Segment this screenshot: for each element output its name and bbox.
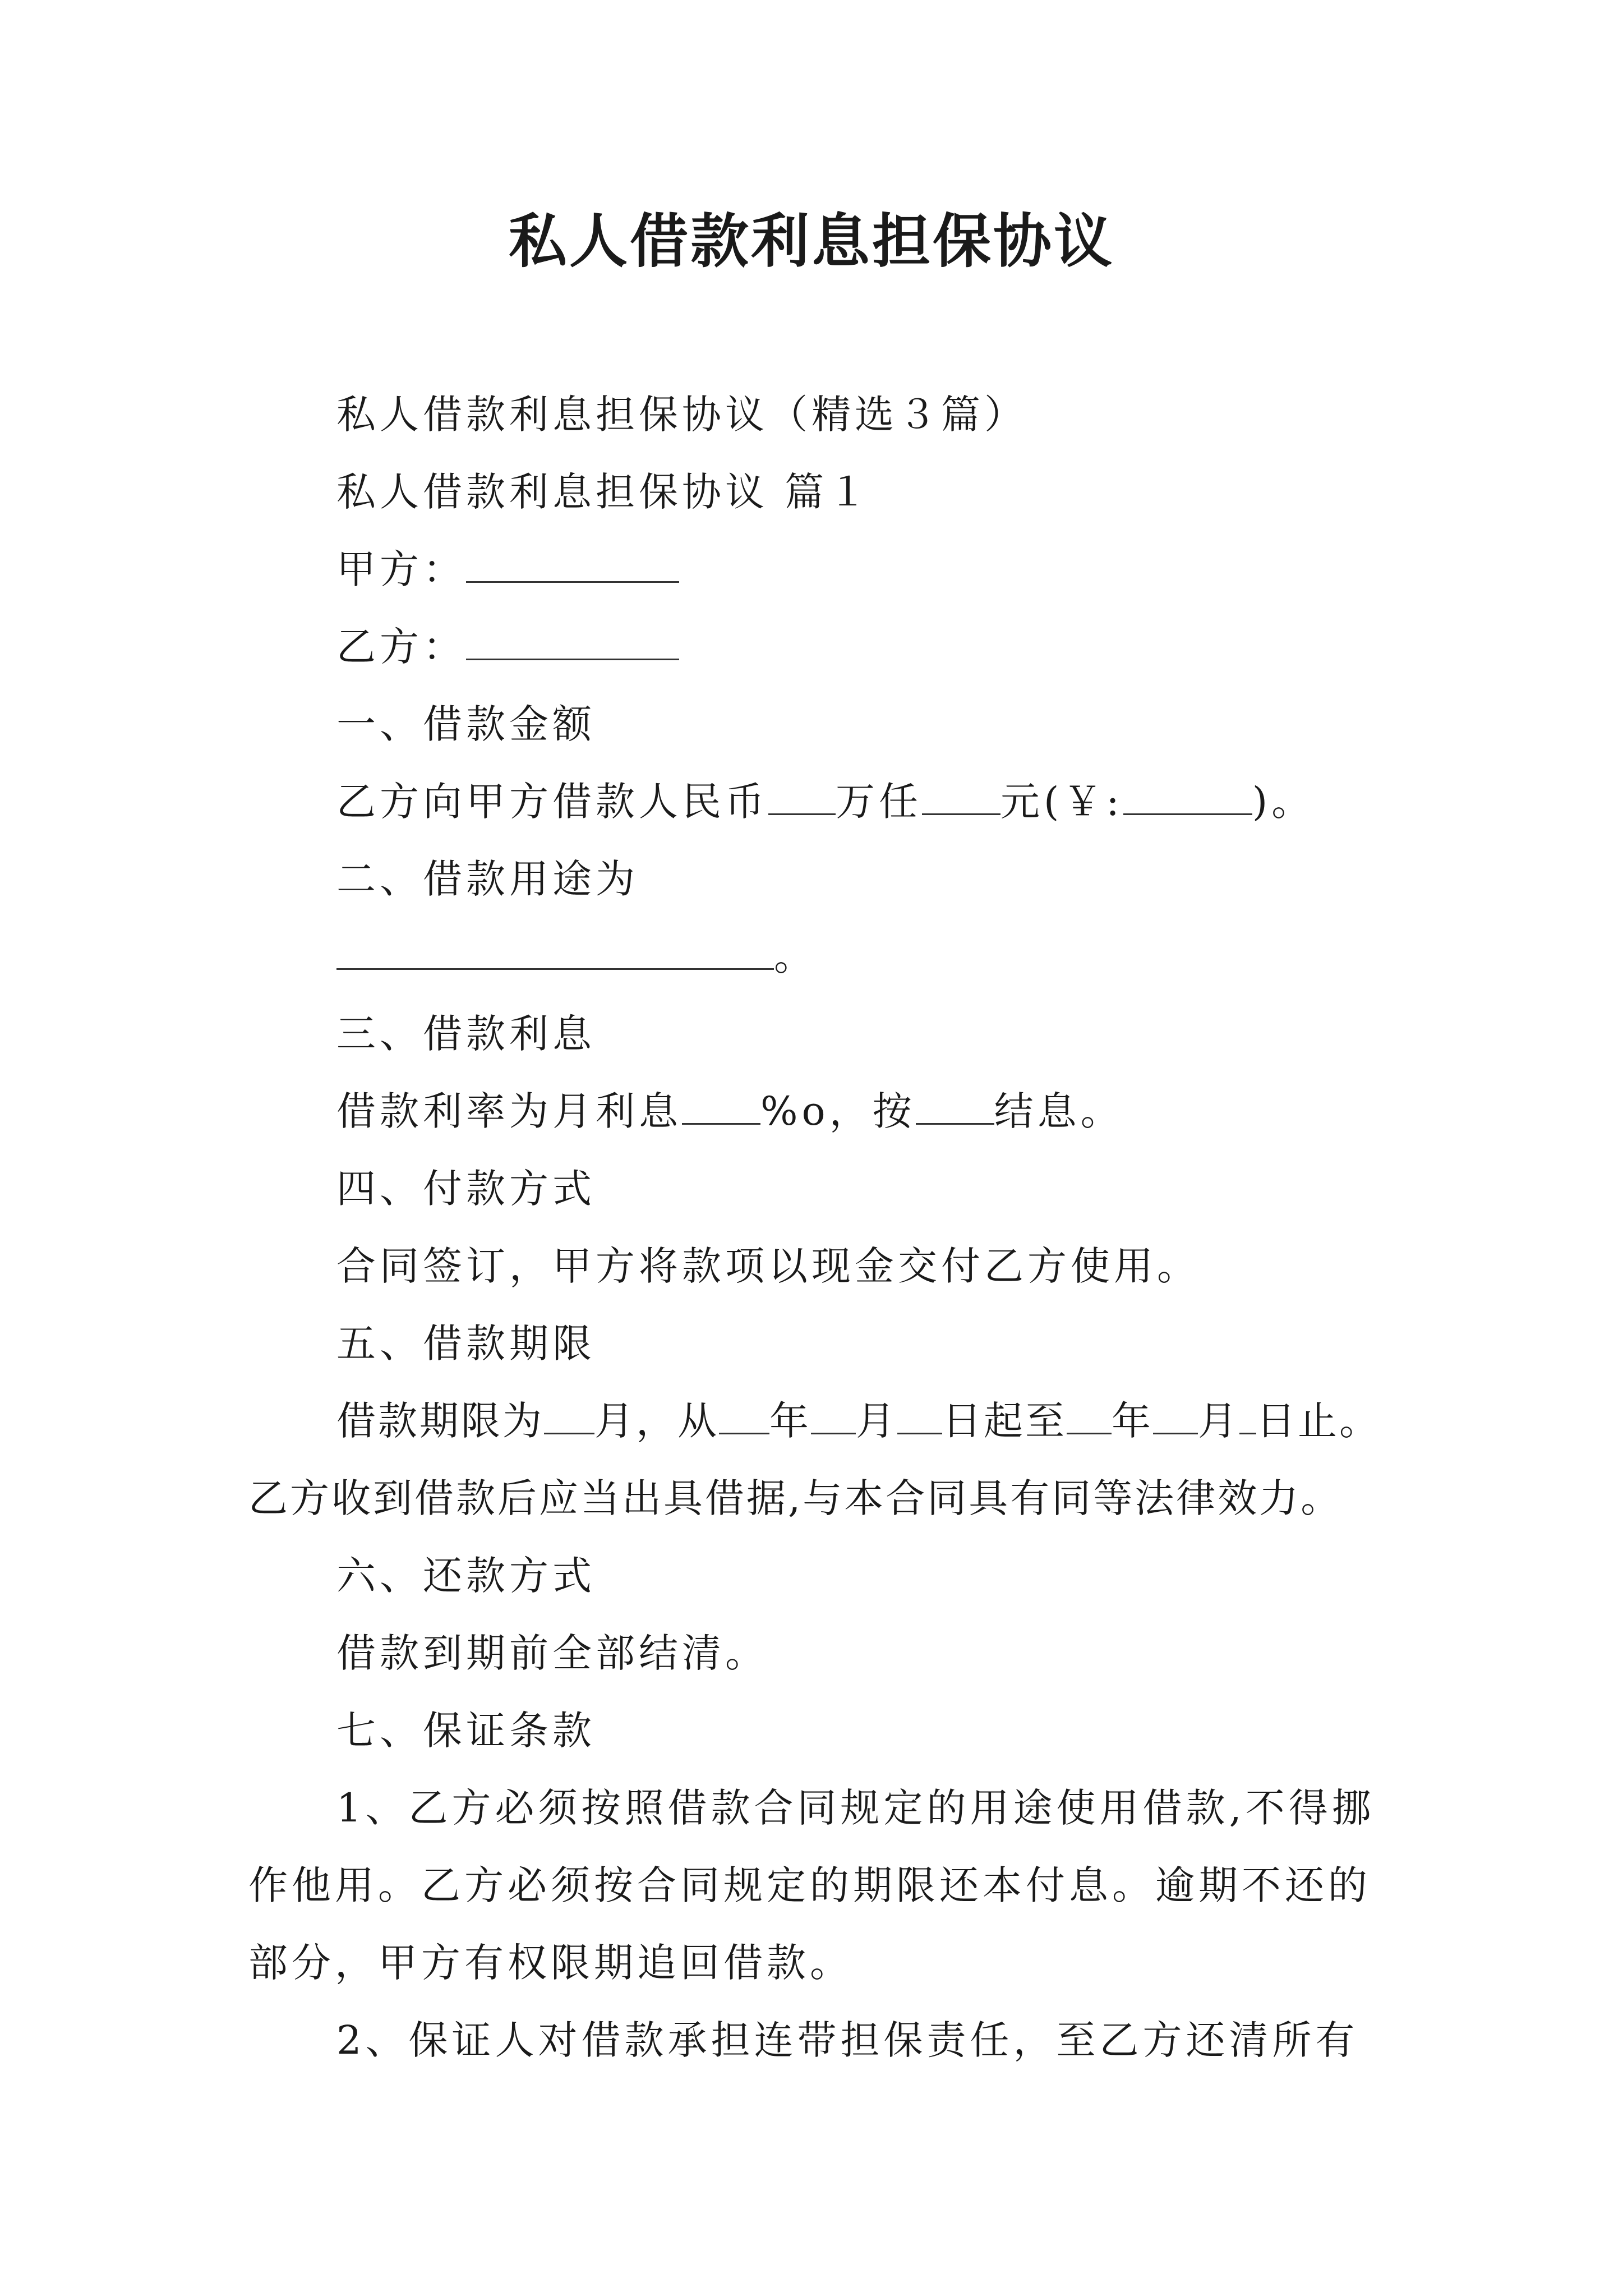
section6-heading: 六、还款方式 bbox=[336, 1553, 596, 1599]
section5-text bbox=[248, 1382, 1387, 1460]
s1-blank-2 bbox=[922, 781, 1000, 815]
s5-text-d: 月 bbox=[856, 1398, 897, 1444]
section7-item1-line3: 部分，甲方有权限期追回借款。 bbox=[248, 1940, 853, 1986]
s1-text-b: 万任 bbox=[836, 779, 922, 825]
s3-text-c: 结息。 bbox=[994, 1088, 1124, 1134]
s5-text-e: 日起至 bbox=[942, 1398, 1067, 1444]
s5-text-b: 月，从 bbox=[594, 1398, 719, 1444]
document-title: 私人借款利息担保协议 bbox=[508, 207, 1114, 275]
s2-end: 。 bbox=[774, 933, 817, 979]
party-a-blank bbox=[466, 549, 679, 583]
party-a-line bbox=[248, 531, 1387, 608]
section2-heading: 二、借款用途为 bbox=[336, 856, 639, 902]
part1-heading: 私人借款利息担保协议 篇１ bbox=[336, 469, 872, 515]
section7-item1-line1: 1、乙方必须按照借款合同规定的用途使用借款,不得挪 bbox=[336, 1785, 1375, 1831]
s5-blank-6 bbox=[1153, 1400, 1198, 1434]
s5-blank-7 bbox=[1239, 1400, 1256, 1434]
section2-blank-line bbox=[248, 918, 1387, 995]
party-b-line bbox=[248, 608, 1387, 685]
s5-text-a: 借款期限为 bbox=[336, 1398, 544, 1444]
section4-heading: 四、付款方式 bbox=[336, 1166, 596, 1212]
s3-blank-2 bbox=[916, 1091, 994, 1125]
s2-blank bbox=[336, 936, 774, 970]
s1-blank-1 bbox=[768, 781, 836, 815]
party-b-label: 乙方： bbox=[336, 624, 466, 670]
section3-text bbox=[248, 1073, 1387, 1150]
s1-text-c: 元(￥: bbox=[1000, 779, 1123, 825]
s5-blank-2 bbox=[719, 1400, 769, 1434]
s5-text-g: 月 bbox=[1198, 1398, 1239, 1444]
section1-heading: 一、借款金额 bbox=[336, 701, 596, 747]
s5-blank-1 bbox=[544, 1400, 594, 1434]
s5-blank-3 bbox=[811, 1400, 856, 1434]
section7-item1-line2: 作他用。乙方必须按合同规定的期限还本付息。逾期不还的 bbox=[248, 1862, 1371, 1908]
s1-text-d: )。 bbox=[1252, 779, 1315, 825]
s3-text-a: 借款利率为月利息 bbox=[336, 1088, 682, 1134]
section3-heading: 三、借款利息 bbox=[336, 1011, 596, 1057]
party-a-label: 甲方： bbox=[336, 546, 466, 592]
section7-heading: 七、保证条款 bbox=[336, 1708, 596, 1754]
section4-text: 合同签订，甲方将款项以现金交付乙方使用。 bbox=[336, 1243, 1200, 1289]
section5-text2: 乙方收到借款后应当出具借据,与本合同具有同等法律效力。 bbox=[248, 1475, 1343, 1521]
s1-blank-3 bbox=[1123, 781, 1252, 815]
s1-text-a: 乙方向甲方借款人民币 bbox=[336, 779, 768, 825]
s3-blank-1 bbox=[682, 1091, 760, 1125]
s5-text-h: 日止。 bbox=[1256, 1398, 1381, 1444]
section5-heading: 五、借款期限 bbox=[336, 1320, 596, 1366]
s5-text-f: 年 bbox=[1112, 1398, 1153, 1444]
s5-text-c: 年 bbox=[769, 1398, 811, 1444]
document-body bbox=[248, 376, 1387, 2079]
s3-text-b: %o，按 bbox=[760, 1088, 916, 1134]
s5-blank-4 bbox=[897, 1400, 942, 1434]
s5-blank-5 bbox=[1067, 1400, 1112, 1434]
subtitle: 私人借款利息担保协议（精选３篇） bbox=[336, 392, 1027, 438]
party-b-blank bbox=[466, 626, 679, 660]
section1-text bbox=[248, 763, 1387, 840]
section7-item2-line1: 2、保证人对借款承担连带担保责任，至乙方还清所有 bbox=[336, 2017, 1359, 2063]
section6-text: 借款到期前全部结清。 bbox=[336, 1630, 768, 1676]
